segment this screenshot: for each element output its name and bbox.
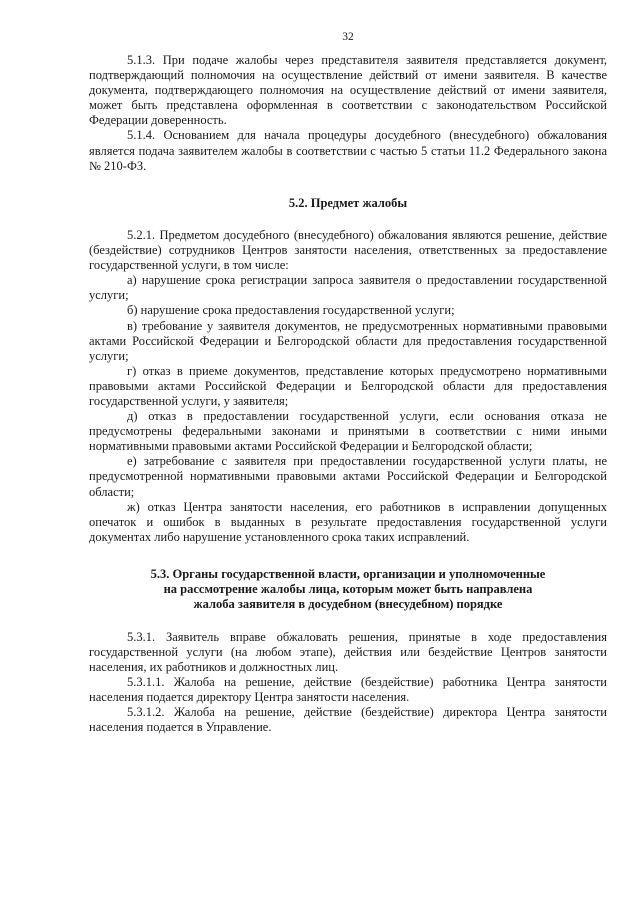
- paragraph-5-3-1: 5.3.1. Заявитель вправе обжаловать решения, принятые в ходе предоставления государственной услуги (на любом этапе), действия или бездействие Центров занятости населения, их работников и должностных лиц.: [89, 629, 607, 674]
- paragraph-5-1-3: 5.1.3. При подаче жалобы через представителя заявителя представляется документ, подтверждающий полномочия на осуществление действий от имени заявителя. В качестве документа, подтверждающего полномочия на осуществление действий от имени заявителя, может быть представлена оформленная в соответствии с законодательством Российской Федерации доверенность.: [89, 53, 607, 128]
- paragraph-5-1-4: 5.1.4. Основанием для начала процедуры досудебного (внесудебного) обжалования является подача заявителем жалобы в соответствии с частью 5 статьи 11.2 Федерального закона № 210-ФЗ.: [89, 128, 607, 173]
- list-item-g: г) отказ в приеме документов, представление которых предусмотрено нормативными правовыми актами Российской Федерации и Белгородской области для предоставления государственной услуги, у заявителя;: [89, 363, 607, 408]
- list-item-zh: ж) отказ Центра занятости населения, его работников в исправлении допущенных опечаток и ошибок в выданных в результате предоставления государственной услуги документах либо нарушение установленного срока таких исправлений.: [89, 499, 607, 544]
- section-5-3-body: [89, 630, 607, 736]
- intro-block: [89, 53, 607, 174]
- section-5-3-title: [89, 567, 607, 613]
- paragraph-5-3-1-1: 5.3.1.1. Жалоба на решение, действие (бездействие) работника Центра занятости населения подается директору Центра занятости населения.: [89, 674, 607, 704]
- list-item-a: а) нарушение срока регистрации запроса заявителя о предоставлении государственной услуги;: [89, 273, 607, 303]
- page-number: 32: [342, 31, 354, 43]
- list-item-b: б) нарушение срока предоставления государственной услуги;: [127, 303, 455, 318]
- list-item-d: д) отказ в предоставлении государственной услуги, если основания отказа не предусмотрены федеральными законами и принятыми в соответствии с ними иными нормативными правовыми актами Российской Федерации и Белгородской области;: [89, 409, 607, 454]
- section-5-2-body: [89, 228, 607, 545]
- section-5-3-title-line-2: на рассмотрение жалобы лица, которым может быть направлена: [163, 582, 533, 597]
- paragraph-5-2-1: 5.2.1. Предметом досудебного (внесудебного) обжалования являются решение, действие (бездействие) сотрудников Центров занятости населения, ответственных за предоставление государственной услуги, в том числе:: [89, 227, 607, 273]
- paragraph-5-3-1-2: 5.3.1.2. Жалоба на решение, действие (бездействие) директора Центра занятости населения подается в Управление.: [89, 705, 607, 735]
- section-5-3-title-line-1: 5.3. Органы государственной власти, организации и уполномоченные: [150, 566, 546, 581]
- section-5-2-title: 5.2. Предмет жалобы: [288, 195, 408, 210]
- list-item-e: е) затребование с заявителя при предоставлении государственной услуги платы, не предусмотренной нормативными правовыми актами Российской Федерации и Белгородской области;: [89, 454, 607, 499]
- section-5-3-title-line-3: жалоба заявителя в досудебном (внесудебном) порядке: [193, 597, 503, 612]
- list-item-v: в) требование у заявителя документов, не предусмотренных нормативными правовыми актами Российской Федерации и Белгородской области для предоставления государственной услуги;: [89, 318, 607, 363]
